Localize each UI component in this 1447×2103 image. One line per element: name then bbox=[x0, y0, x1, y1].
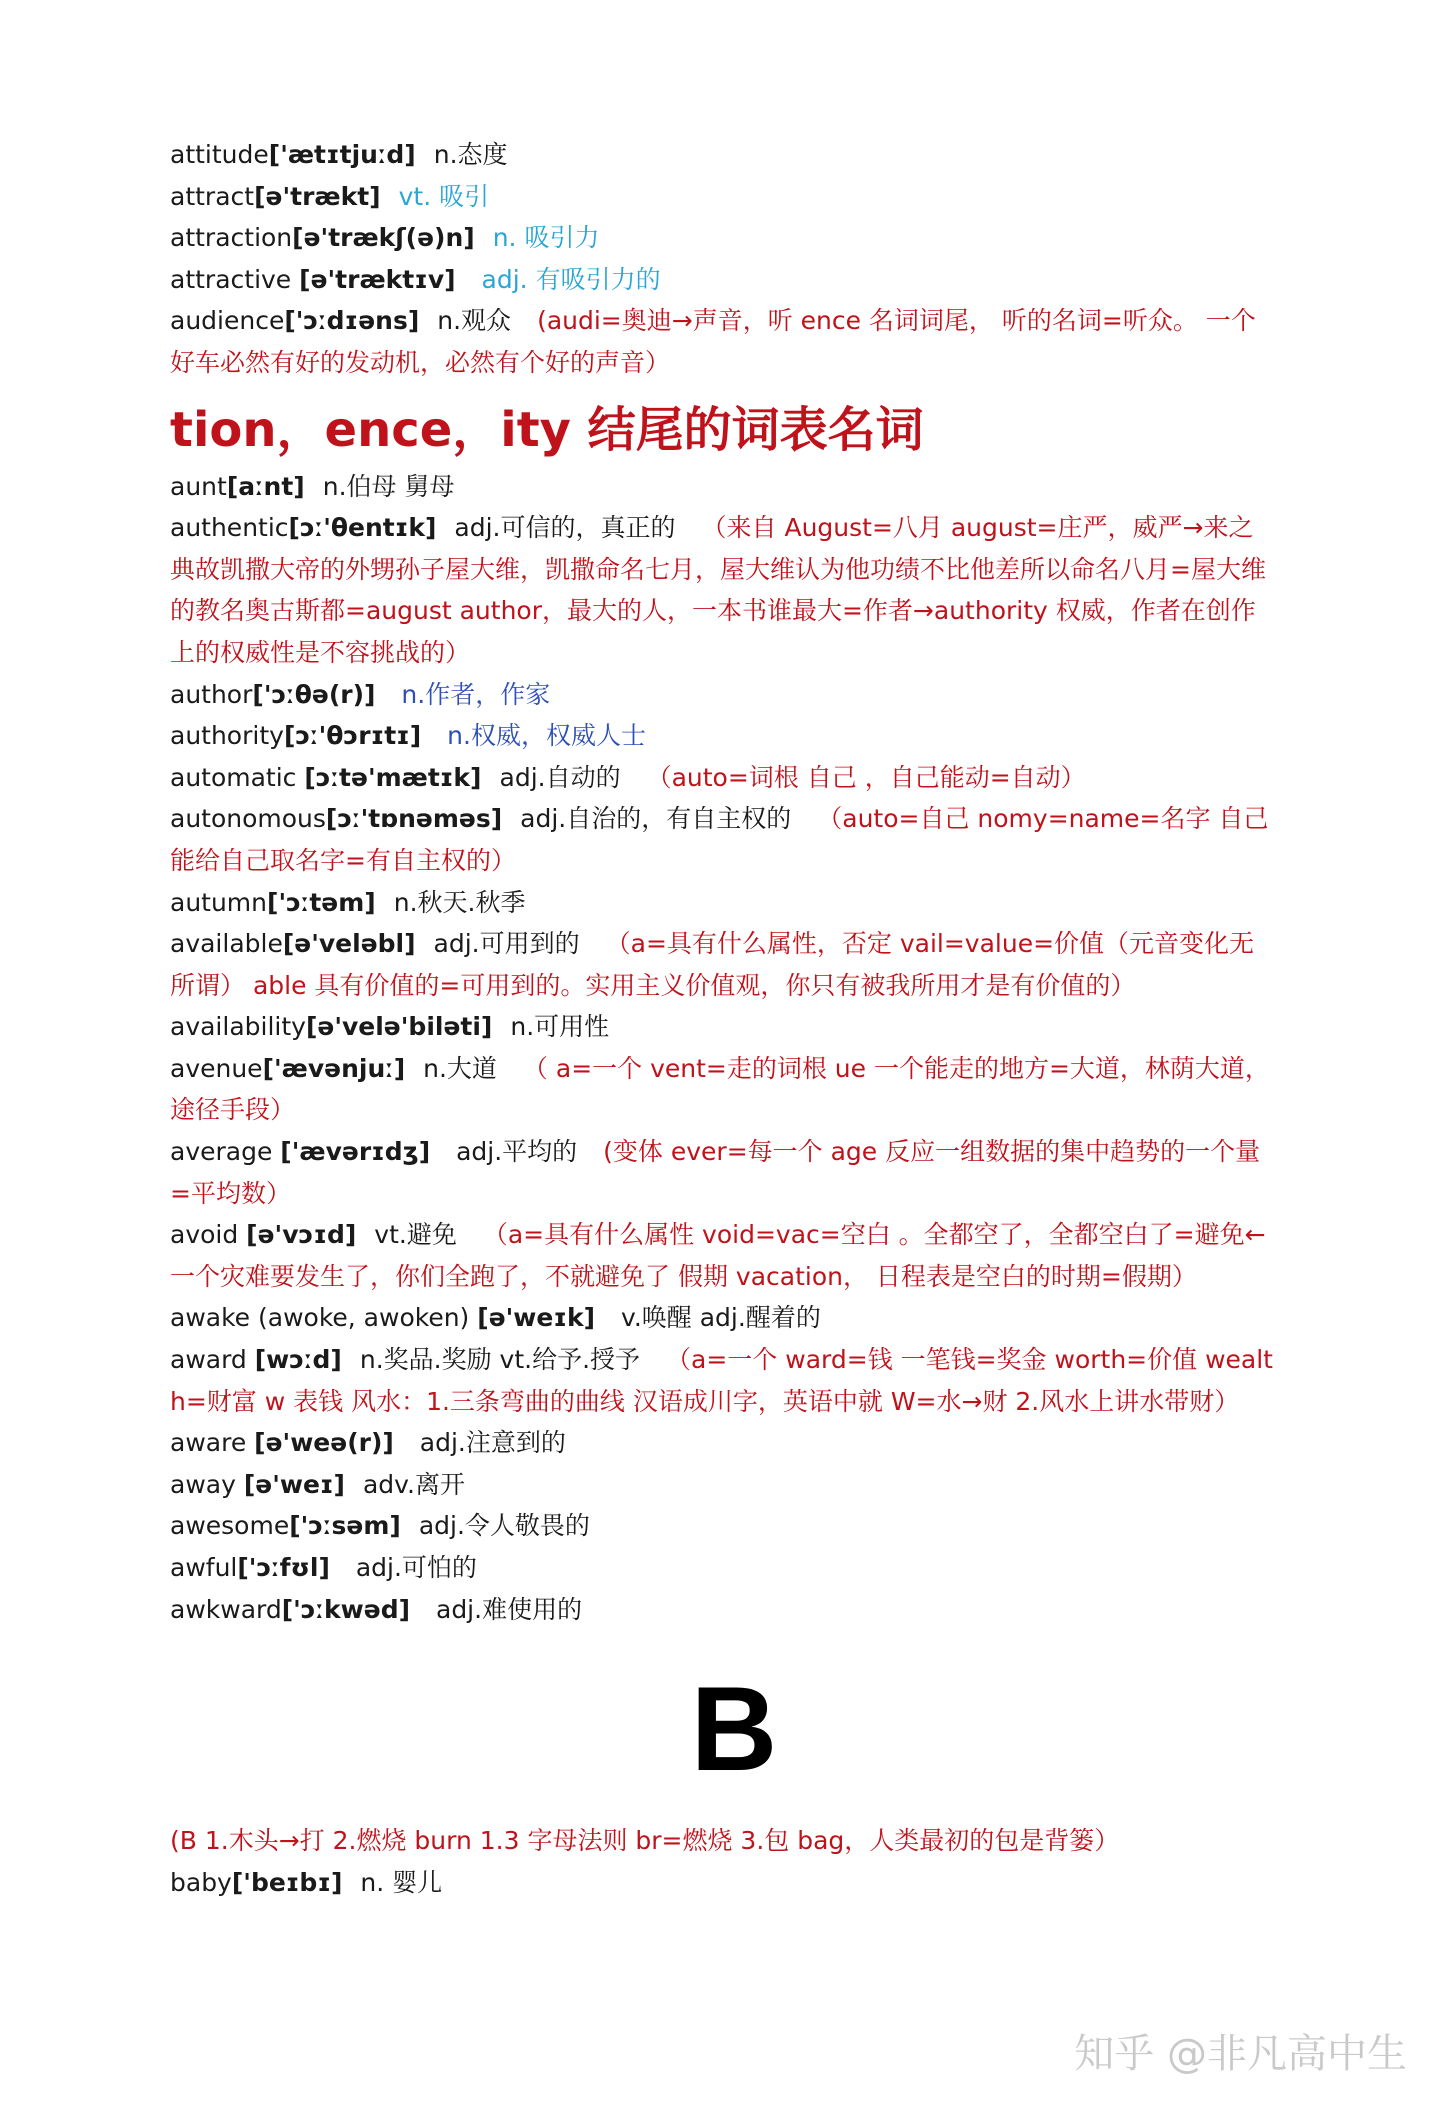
entry-word: awkward bbox=[170, 1594, 282, 1624]
entry-phonetic: [wɔːd] bbox=[254, 1345, 342, 1375]
vocab-entry bbox=[170, 1547, 1278, 1589]
entry-word: autumn bbox=[170, 887, 268, 917]
entry-phonetic: ['ævərɪdʒ] bbox=[280, 1137, 431, 1167]
entry-word: avoid bbox=[170, 1220, 247, 1250]
vocab-entry bbox=[170, 1214, 1278, 1297]
entry-meaning: n.伯母 舅母 bbox=[322, 471, 455, 501]
entry-word: avenue bbox=[170, 1053, 263, 1083]
section-letter: B bbox=[690, 1662, 778, 1797]
vocab-entry bbox=[170, 507, 1278, 673]
entry-word: audience bbox=[170, 306, 285, 336]
entry-word: authority bbox=[170, 721, 284, 751]
vocab-list-a-part2 bbox=[170, 466, 1278, 1631]
entry-phonetic: [ɔː'θɔrɪtɪ] bbox=[283, 721, 422, 751]
entry-meaning: n. 婴儿 bbox=[360, 1867, 443, 1897]
entry-mnemonic: （a=具有什么属性 void=vac=空白 。全都空了，全都空白了=避免←一个灾难要发生了，你们全跑了，不就避免了 假期 vacation， 日程表是空白的时期=假期） bbox=[170, 1220, 1266, 1291]
entry-meaning: adj.可信的，真正的 bbox=[454, 513, 676, 543]
entry-phonetic: [ɔː'θentɪk] bbox=[288, 513, 437, 543]
entry-meaning: adv.离开 bbox=[362, 1469, 465, 1499]
entry-phonetic: [ə'trækʃ(ə)n] bbox=[292, 223, 475, 253]
entry-word: awful bbox=[170, 1553, 238, 1582]
entry-phonetic: [ə'veləbl] bbox=[282, 929, 416, 959]
entry-word: attractive bbox=[170, 264, 300, 294]
vocab-entry bbox=[170, 466, 1278, 508]
entry-word: attraction bbox=[170, 223, 293, 253]
entry-phonetic: [ə'weə(r)] bbox=[254, 1428, 394, 1458]
entry-phonetic: [ə'velə'bilәti] bbox=[305, 1012, 493, 1042]
entry-phonetic: [ɔːtə'mætɪk] bbox=[304, 762, 482, 792]
entry-meaning: v.唤醒 adj.醒着的 bbox=[613, 1303, 821, 1333]
entry-meaning: adj.可怕的 bbox=[347, 1553, 477, 1582]
entry-mnemonic: (audi=奥迪→声音，听 ence 名词词尾， 听的名词=听众。 一个好车必然有好的发动机，必然有个好的声音） bbox=[170, 306, 1256, 377]
vocab-entry bbox=[170, 134, 1278, 176]
vocab-entry bbox=[170, 259, 1278, 301]
entry-word: aware bbox=[170, 1428, 255, 1458]
vocab-entry bbox=[170, 1297, 1278, 1339]
watermark: 知乎 @非凡高中生 bbox=[1074, 2031, 1407, 2077]
entry-word: authentic bbox=[170, 513, 289, 543]
entry-meaning: n.权威，权威人士 bbox=[439, 721, 646, 751]
vocab-entry bbox=[170, 300, 1278, 383]
vocab-list-b bbox=[170, 1862, 1278, 1904]
entry-word: awesome bbox=[170, 1511, 290, 1541]
entry-phonetic: ['ɔːsəm] bbox=[289, 1511, 401, 1541]
vocab-entry bbox=[170, 1339, 1278, 1422]
entry-meaning: adj.自动的 bbox=[499, 762, 621, 792]
entry-phonetic: ['ɔːdɪəns] bbox=[284, 306, 420, 336]
entry-meaning: adj.平均的 bbox=[448, 1137, 578, 1167]
vocab-list-a-part1 bbox=[170, 134, 1278, 384]
entry-word: award bbox=[170, 1345, 255, 1375]
entry-mnemonic: （a=具有什么属性，否定 vail=value=价值（元音变化无所谓） able 具有价值的=可用到的。实用主义价值观，你只有被我所用才是有价值的） bbox=[170, 929, 1255, 1000]
section-heading: tion，ence，ity 结尾的词表名词 bbox=[170, 401, 924, 458]
vocab-entry bbox=[170, 1464, 1278, 1506]
entry-phonetic: [ə'weɪk] bbox=[477, 1303, 596, 1333]
vocab-entry bbox=[170, 674, 1278, 716]
vocab-entry bbox=[170, 1862, 1278, 1904]
entry-mnemonic: （来自 August=八月 august=庄严，威严→来之典故凯撒大帝的外甥孙子屋大维，凯撒命名七月，屋大维认为他功绩不比他差所以命名八月=屋大维的教名奥古斯都=august author，最大的人，一本书谁最大=作者→authority 权威，作者在创作上的权威性是不容挑战的） bbox=[170, 513, 1266, 667]
entry-phonetic: [ə'trækt] bbox=[254, 181, 381, 211]
vocab-entry bbox=[170, 798, 1278, 881]
entry-phonetic: ['ɔːtəm] bbox=[267, 887, 376, 917]
vocab-entry bbox=[170, 217, 1278, 259]
entry-phonetic: [ə'træktɪv] bbox=[299, 264, 456, 294]
entry-meaning: n.奖品.奖励 vt.给予.授予 bbox=[359, 1345, 641, 1375]
entry-meaning: n.观众 bbox=[437, 306, 512, 336]
entry-phonetic: ['ætɪtjuːd] bbox=[268, 140, 416, 169]
entry-phonetic: ['ɔːkwəd] bbox=[281, 1594, 411, 1624]
vocab-entry bbox=[170, 757, 1278, 799]
entry-meaning: n.作者，作家 bbox=[393, 679, 551, 709]
entry-word: baby bbox=[170, 1867, 232, 1897]
entry-word: availability bbox=[170, 1012, 306, 1042]
vocab-entry bbox=[170, 1589, 1278, 1631]
entry-meaning: adj.难使用的 bbox=[428, 1594, 583, 1624]
entry-meaning: vt. 吸引 bbox=[398, 181, 490, 211]
entry-phonetic: ['beɪbɪ] bbox=[231, 1867, 343, 1897]
entry-meaning: n.态度 bbox=[433, 140, 508, 169]
b-intro-note: (B 1.木头→打 2.燃烧 burn 1.3 字母法则 br=燃烧 3.包 bag，人类最初的包是背篓） bbox=[170, 1826, 1120, 1856]
entry-word: awake (awoke, awoken) bbox=[170, 1303, 478, 1333]
vocab-entry bbox=[170, 882, 1278, 924]
entry-meaning: n.大道 bbox=[423, 1053, 497, 1083]
entry-mnemonic: (变体 ever=每一个 age 反应一组数据的集中趋势的一个量=平均数） bbox=[170, 1137, 1261, 1208]
vocab-entry bbox=[170, 1505, 1278, 1547]
entry-meaning: adj.注意到的 bbox=[411, 1428, 566, 1458]
entry-word: automatic bbox=[170, 762, 305, 792]
vocab-entry bbox=[170, 1048, 1278, 1131]
entry-phonetic: ['ɔːfʊl] bbox=[237, 1553, 330, 1582]
entry-meaning: n.可用性 bbox=[510, 1012, 610, 1042]
entry-meaning: adj.可用到的 bbox=[433, 929, 580, 959]
entry-meaning: adj.令人敬畏的 bbox=[418, 1511, 590, 1541]
entry-word: author bbox=[170, 679, 253, 709]
entry-phonetic: ['ɔːθə(r)] bbox=[252, 679, 376, 709]
entry-word: available bbox=[170, 929, 283, 959]
entry-meaning: n.秋天.秋季 bbox=[393, 887, 526, 917]
entry-meaning: vt.避免 bbox=[374, 1220, 457, 1250]
entry-phonetic: [ə'weɪ] bbox=[243, 1469, 345, 1499]
entry-meaning: adj.自治的，有自主权的 bbox=[520, 804, 792, 834]
vocab-entry bbox=[170, 176, 1278, 218]
entry-phonetic: [ɔː'tɒnəməs] bbox=[325, 804, 503, 834]
entry-phonetic: [ə'vɔɪd] bbox=[246, 1220, 357, 1250]
document-body bbox=[170, 134, 1278, 1903]
entry-mnemonic: （a=一个 ward=钱 一笔钱=奖金 worth=价值 wealth=财富 w 表钱 风水：1.三条弯曲的曲线 汉语成川字，英语中就 W=水→财 2.风水上讲水带财） bbox=[170, 1345, 1273, 1416]
entry-mnemonic: （ a=一个 vent=走的词根 ue 一个能走的地方=大道，林荫大道，途径手段） bbox=[170, 1053, 1270, 1125]
vocab-entry bbox=[170, 923, 1278, 1006]
entry-word: attract bbox=[170, 181, 255, 211]
entry-word: average bbox=[170, 1137, 281, 1167]
entry-mnemonic: （auto=自己 nomy=name=名字 自己能给自己取名字=有自主权的） bbox=[170, 804, 1269, 875]
entry-phonetic: [aːnt] bbox=[226, 471, 305, 501]
entry-phonetic: ['ævənjuː] bbox=[262, 1053, 406, 1083]
entry-mnemonic: （auto=词根 自己 ，自己能动=自动） bbox=[646, 762, 1086, 792]
vocab-entry bbox=[170, 1422, 1278, 1464]
entry-word: attitude bbox=[170, 140, 269, 169]
entry-meaning: n. 吸引力 bbox=[492, 223, 600, 253]
entry-word: away bbox=[170, 1469, 244, 1499]
entry-word: autonomous bbox=[170, 804, 326, 834]
vocab-entry bbox=[170, 1006, 1278, 1048]
vocab-entry bbox=[170, 1131, 1278, 1214]
vocab-entry bbox=[170, 715, 1278, 757]
entry-word: aunt bbox=[170, 471, 227, 501]
entry-meaning: adj. 有吸引力的 bbox=[473, 264, 661, 294]
